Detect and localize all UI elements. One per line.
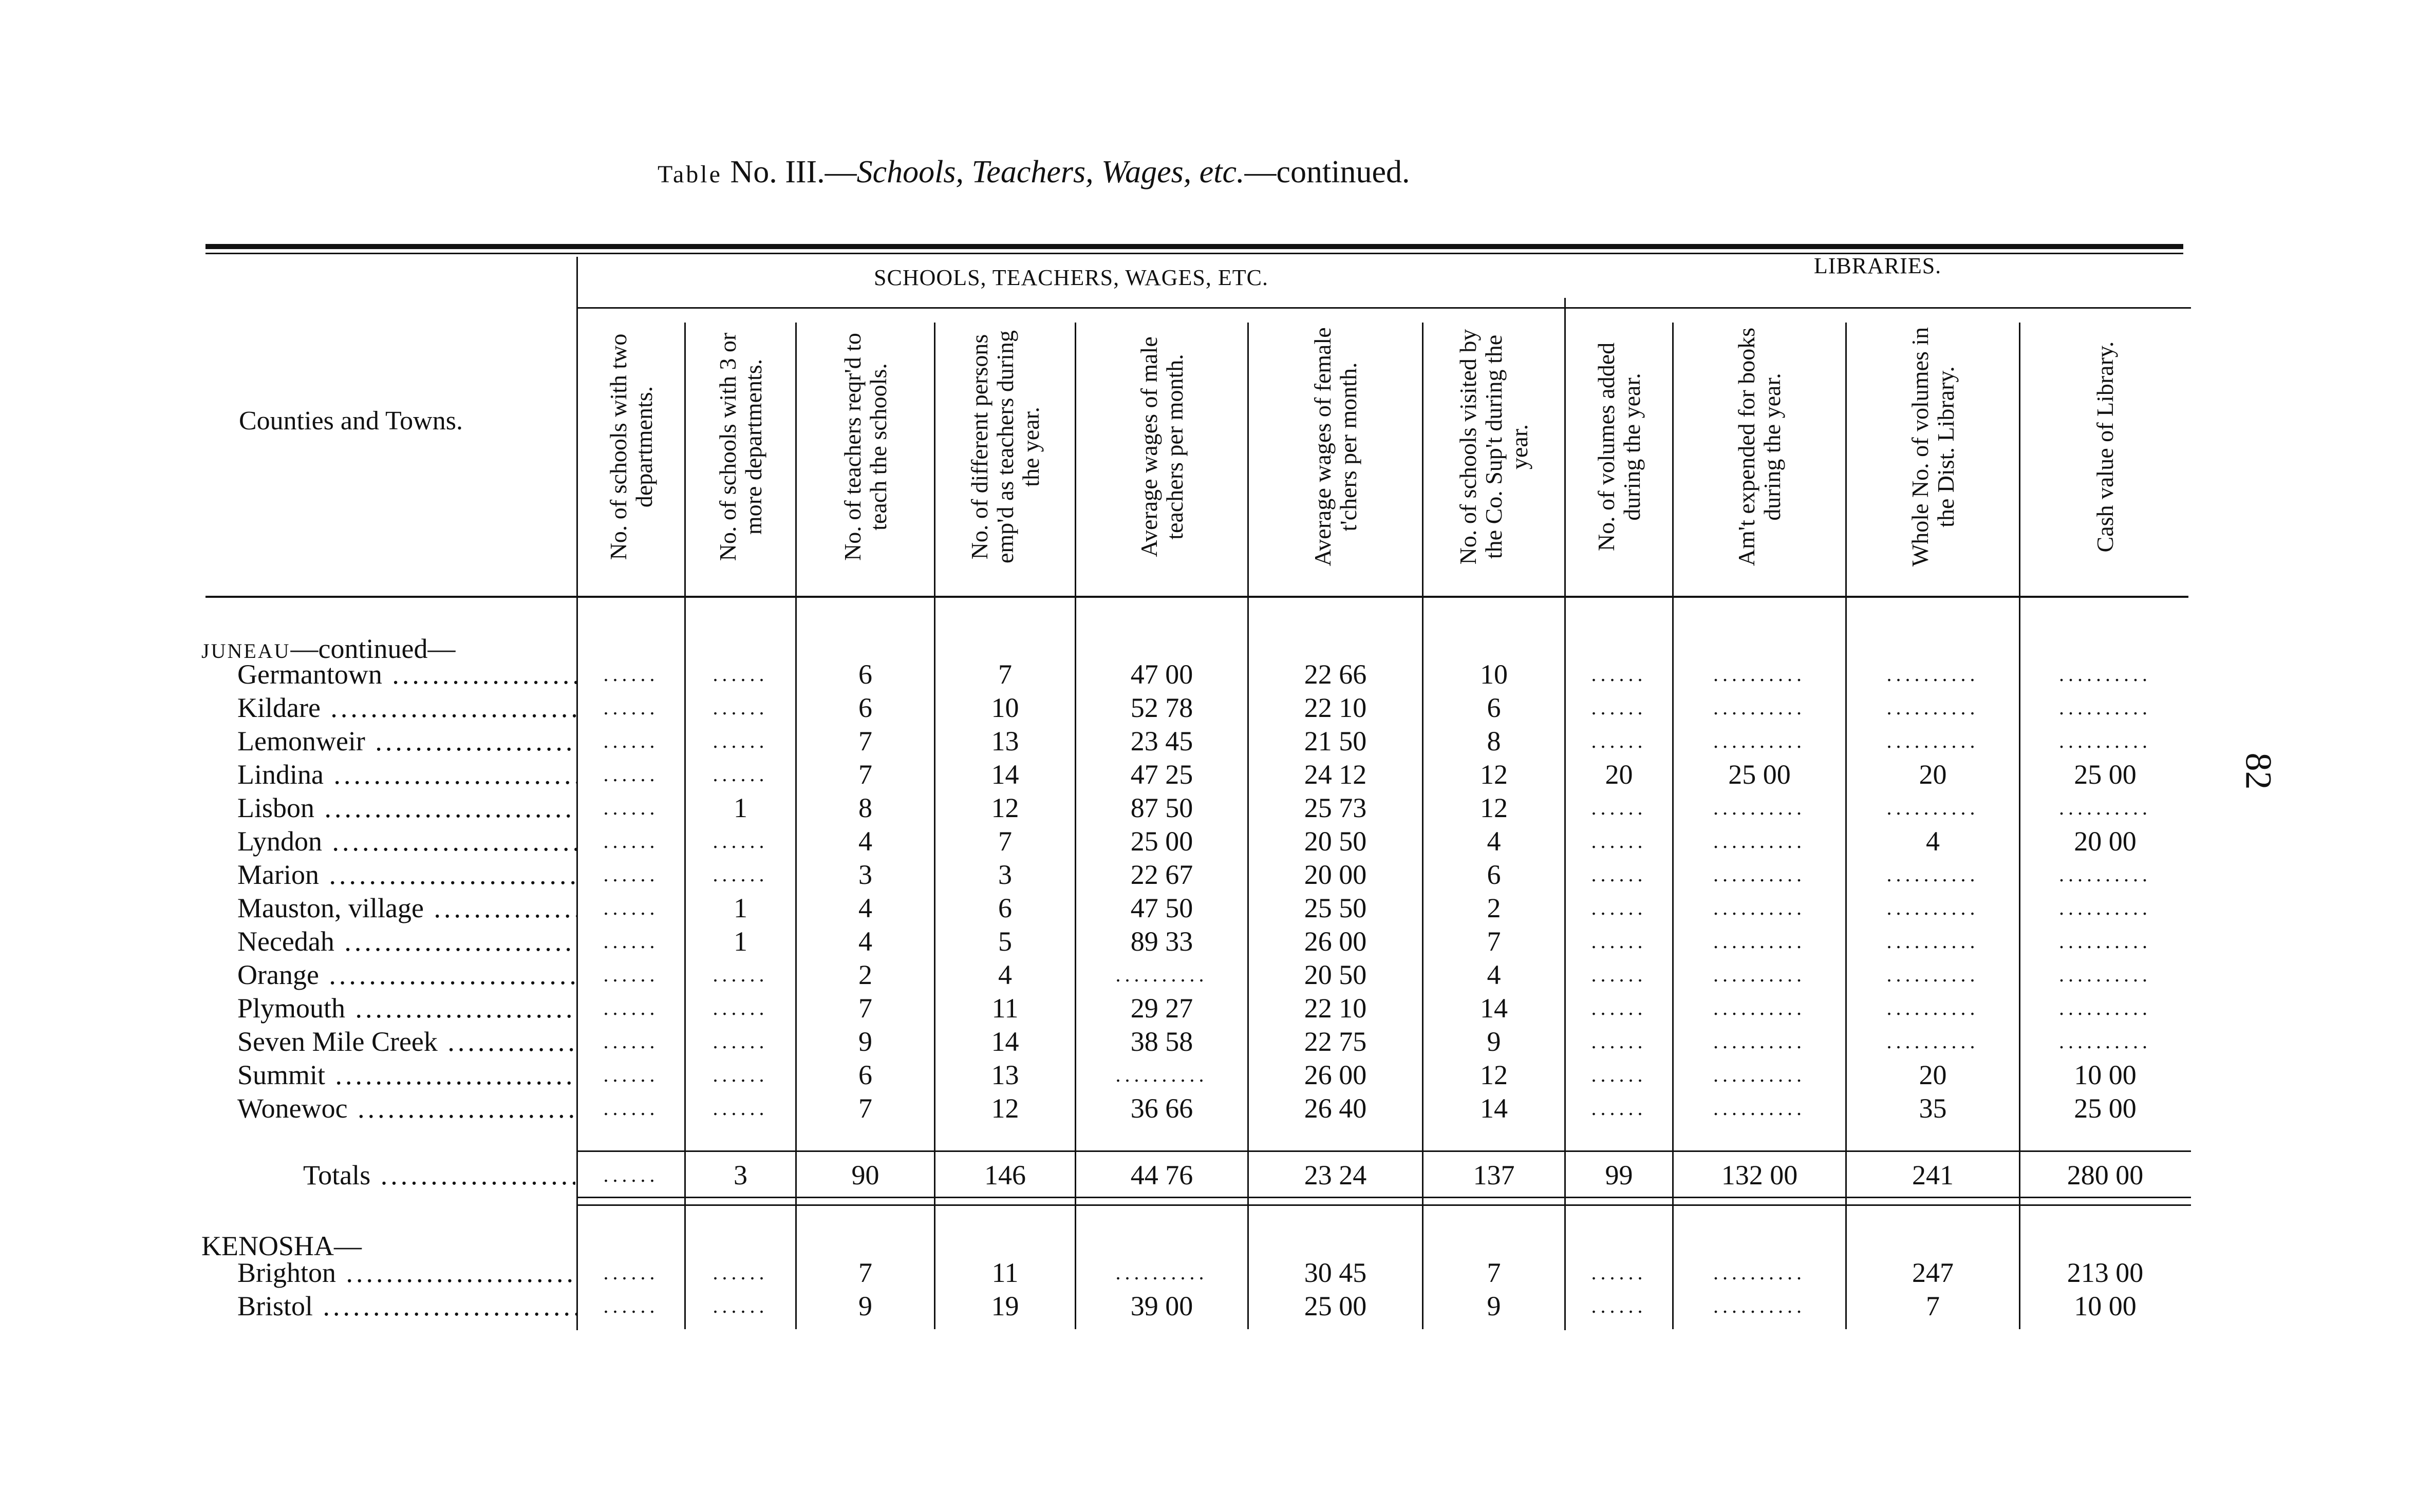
whole-volumes-cell: .......... <box>1886 1030 1979 1053</box>
totals-bottom-rule-2 <box>578 1204 2191 1206</box>
male-wages-cell: 23 45 <box>1130 726 1193 757</box>
male-wages-cell: 47 25 <box>1130 759 1193 790</box>
persons-employed-cell: 146 <box>984 1160 1026 1190</box>
male-wages-cell: 89 33 <box>1130 926 1193 957</box>
schools-visited-cell: 14 <box>1480 1093 1508 1124</box>
volumes-added-cell: ...... <box>1591 829 1647 853</box>
whole-volumes-cell: .......... <box>1886 729 1979 752</box>
amount-expended-cell: 132 00 <box>1721 1160 1798 1190</box>
teachers-required-cell: 2 <box>858 959 872 990</box>
persons-employed-cell: 14 <box>991 759 1019 790</box>
two-dept-cell: ...... <box>603 763 659 786</box>
female-wages-cell: 26 00 <box>1304 926 1367 957</box>
teachers-required-cell: 7 <box>858 726 872 757</box>
three-dept-cell: ...... <box>713 1030 769 1053</box>
teachers-required-cell: 7 <box>858 993 872 1024</box>
three-dept-cell: 3 <box>734 1160 747 1190</box>
female-wages-cell: 30 45 <box>1304 1257 1367 1288</box>
whole-volumes-cell: 20 <box>1919 1060 1947 1090</box>
schools-visited-cell: 2 <box>1487 893 1501 923</box>
totals-row <box>0 1158 2435 1192</box>
three-dept-cell: ...... <box>713 863 769 886</box>
cash-value-cell: .......... <box>2059 896 2151 919</box>
two-dept-cell: ...... <box>603 696 659 719</box>
three-dept-cell: ...... <box>713 1294 769 1317</box>
female-wages-cell: 20 50 <box>1304 826 1367 857</box>
female-wages-cell: 26 40 <box>1304 1093 1367 1124</box>
table-row <box>0 891 2435 925</box>
three-dept-cell: ...... <box>713 963 769 986</box>
cash-value-cell: .......... <box>2059 729 2151 752</box>
amount-expended-cell: .......... <box>1713 1294 1806 1317</box>
three-dept-cell: ...... <box>713 1097 769 1120</box>
schools-visited-cell: 12 <box>1480 1060 1508 1090</box>
two-dept-cell: ...... <box>603 1063 659 1086</box>
male-wages-cell: 87 50 <box>1130 792 1193 823</box>
volumes-added-cell: ...... <box>1591 1030 1647 1053</box>
cash-value-cell: .......... <box>2059 996 2151 1019</box>
column-heading-text: No. of teachers reqr'd to teach the schools. <box>839 333 891 561</box>
town-name: Lemonweir ..... <box>237 724 576 758</box>
volumes-added-cell: ...... <box>1591 1063 1647 1086</box>
group-heading-libraries: LIBRARIES. <box>1813 253 1942 278</box>
town-name: Lyndon ..... <box>237 824 576 858</box>
persons-employed-cell: 11 <box>991 993 1019 1024</box>
column-heading <box>1423 313 1564 580</box>
two-dept-cell: ...... <box>603 829 659 853</box>
female-wages-cell: 25 50 <box>1304 893 1367 923</box>
schools-visited-cell: 12 <box>1480 759 1508 790</box>
table-row <box>0 991 2435 1025</box>
volumes-added-cell: ...... <box>1591 963 1647 986</box>
table-row <box>0 924 2435 958</box>
whole-volumes-cell: 20 <box>1919 759 1947 790</box>
persons-employed-cell: 3 <box>998 859 1012 890</box>
two-dept-cell: ...... <box>603 996 659 1019</box>
title-italic: Schools, Teachers, Wages, etc. <box>856 155 1245 190</box>
schools-visited-cell: 8 <box>1487 726 1501 757</box>
two-dept-cell: ...... <box>603 1097 659 1120</box>
whole-volumes-cell: .......... <box>1886 863 1979 886</box>
two-dept-cell: ...... <box>603 1163 659 1186</box>
column-heading-text: Average wages of female t'chers per month. <box>1309 327 1361 566</box>
totals-bottom-rule-1 <box>578 1197 2191 1198</box>
cash-value-cell: 25 00 <box>2074 759 2137 790</box>
male-wages-cell: .......... <box>1115 1063 1208 1086</box>
three-dept-cell: 1 <box>734 893 747 923</box>
three-dept-cell: ...... <box>713 996 769 1019</box>
column-heading <box>935 313 1075 580</box>
column-heading-text: No. of volumes added during the year. <box>1593 342 1645 552</box>
persons-employed-cell: 12 <box>991 1093 1019 1124</box>
whole-volumes-cell: .......... <box>1886 896 1979 919</box>
amount-expended-cell: 25 00 <box>1728 759 1791 790</box>
schools-visited-cell: 9 <box>1487 1291 1501 1321</box>
column-heading <box>797 313 934 580</box>
female-wages-cell: 22 10 <box>1304 692 1367 723</box>
male-wages-cell: 44 76 <box>1130 1160 1193 1190</box>
cash-value-cell: 213 00 <box>2067 1257 2144 1288</box>
whole-volumes-cell: .......... <box>1886 996 1979 1019</box>
male-wages-cell: 47 50 <box>1130 893 1193 923</box>
title-table-word: Table <box>658 161 722 188</box>
amount-expended-cell: .......... <box>1713 696 1806 719</box>
town-name: Bristol ..... <box>237 1289 576 1323</box>
cash-value-cell: .......... <box>2059 796 2151 819</box>
page-number: 82 <box>2238 752 2279 790</box>
three-dept-cell: ...... <box>713 829 769 853</box>
table-row <box>0 1256 2435 1290</box>
volumes-added-cell: ...... <box>1591 696 1647 719</box>
amount-expended-cell: .......... <box>1713 663 1806 686</box>
table-title <box>658 154 1410 191</box>
cash-value-cell: .......... <box>2059 1030 2151 1053</box>
town-name: Wonewoc ..... <box>237 1091 576 1125</box>
three-dept-cell: ...... <box>713 763 769 786</box>
amount-expended-cell: .......... <box>1713 1261 1806 1284</box>
male-wages-cell: 39 00 <box>1130 1291 1193 1321</box>
title-suffix: —continued. <box>1244 155 1410 190</box>
table-row <box>0 1058 2435 1092</box>
whole-volumes-cell: .......... <box>1886 663 1979 686</box>
teachers-required-cell: 3 <box>858 859 872 890</box>
town-name: Kildare ..... <box>237 691 576 725</box>
header-bottom-rule <box>205 596 2188 598</box>
column-heading-text: No. of different persons emp'd as teachers during the year. <box>966 330 1044 564</box>
amount-expended-cell: .......... <box>1713 796 1806 819</box>
volumes-added-cell: 99 <box>1605 1160 1633 1190</box>
column-heading <box>686 313 795 580</box>
cash-value-cell: .......... <box>2059 963 2151 986</box>
group-heading-schools: SCHOOLS, TEACHERS, WAGES, ETC. <box>874 265 1268 290</box>
three-dept-cell: 1 <box>734 792 747 823</box>
volumes-added-cell: ...... <box>1591 1097 1647 1120</box>
schools-visited-cell: 7 <box>1487 926 1501 957</box>
table-row <box>0 1289 2435 1323</box>
three-dept-cell: 1 <box>734 926 747 957</box>
volumes-added-cell: ...... <box>1591 996 1647 1019</box>
teachers-required-cell: 9 <box>858 1291 872 1321</box>
town-name: Mauston, village ..... <box>237 891 576 925</box>
male-wages-cell: 36 66 <box>1130 1093 1193 1124</box>
table-row <box>0 791 2435 825</box>
column-heading <box>1674 313 1845 580</box>
town-name: Summit ..... <box>237 1058 576 1092</box>
two-dept-cell: ...... <box>603 863 659 886</box>
schools-visited-cell: 7 <box>1487 1257 1501 1288</box>
table-row <box>0 958 2435 992</box>
persons-employed-cell: 13 <box>991 1060 1019 1090</box>
schools-visited-cell: 4 <box>1487 826 1501 857</box>
table-row <box>0 758 2435 791</box>
cash-value-cell: .......... <box>2059 863 2151 886</box>
female-wages-cell: 22 75 <box>1304 1026 1367 1057</box>
male-wages-cell: 22 67 <box>1130 859 1193 890</box>
female-wages-cell: 20 50 <box>1304 959 1367 990</box>
totals-top-rule <box>578 1150 2191 1152</box>
town-name: Lisbon ..... <box>237 791 576 825</box>
cash-value-cell: 280 00 <box>2067 1160 2144 1190</box>
persons-employed-cell: 6 <box>998 893 1012 923</box>
cash-value-cell: 25 00 <box>2074 1093 2137 1124</box>
amount-expended-cell: .......... <box>1713 963 1806 986</box>
persons-employed-cell: 5 <box>998 926 1012 957</box>
table-row <box>0 1091 2435 1125</box>
cash-value-cell: .......... <box>2059 696 2151 719</box>
amount-expended-cell: .......... <box>1713 729 1806 752</box>
column-heading <box>2020 313 2190 580</box>
amount-expended-cell: .......... <box>1713 1030 1806 1053</box>
female-wages-cell: 22 10 <box>1304 993 1367 1024</box>
persons-employed-cell: 7 <box>998 659 1012 690</box>
whole-volumes-cell: .......... <box>1886 696 1979 719</box>
teachers-required-cell: 7 <box>858 1093 872 1124</box>
column-heading-counties: Counties and Towns. <box>239 406 463 436</box>
teachers-required-cell: 6 <box>858 692 872 723</box>
column-heading-text: No. of schools visited by the Co. Sup't during the year. <box>1455 329 1532 565</box>
whole-volumes-cell: 241 <box>1912 1160 1954 1190</box>
male-wages-cell: 25 00 <box>1130 826 1193 857</box>
three-dept-cell: ...... <box>713 1063 769 1086</box>
schools-visited-cell: 6 <box>1487 859 1501 890</box>
table-row <box>0 657 2435 691</box>
persons-employed-cell: 4 <box>998 959 1012 990</box>
persons-employed-cell: 13 <box>991 726 1019 757</box>
teachers-required-cell: 7 <box>858 759 872 790</box>
persons-employed-cell: 12 <box>991 792 1019 823</box>
town-name: Marion ..... <box>237 858 576 892</box>
persons-employed-cell: 14 <box>991 1026 1019 1057</box>
persons-employed-cell: 10 <box>991 692 1019 723</box>
amount-expended-cell: .......... <box>1713 829 1806 853</box>
teachers-required-cell: 7 <box>858 1257 872 1288</box>
female-wages-cell: 25 73 <box>1304 792 1367 823</box>
teachers-required-cell: 4 <box>858 826 872 857</box>
persons-employed-cell: 19 <box>991 1291 1019 1321</box>
county-heading-kenosha: KENOSHA— <box>201 1231 362 1261</box>
whole-volumes-cell: .......... <box>1886 930 1979 953</box>
teachers-required-cell: 8 <box>858 792 872 823</box>
group-rule-schools <box>578 307 1564 309</box>
teachers-required-cell: 9 <box>858 1026 872 1057</box>
volumes-added-cell: ...... <box>1591 1294 1647 1317</box>
three-dept-cell: ...... <box>713 1261 769 1284</box>
two-dept-cell: ...... <box>603 1261 659 1284</box>
top-rule-thick <box>205 244 2183 249</box>
cash-value-cell: .......... <box>2059 663 2151 686</box>
whole-volumes-cell: .......... <box>1886 963 1979 986</box>
whole-volumes-cell: 247 <box>1912 1257 1954 1288</box>
totals-label: Totals ..... <box>303 1158 575 1192</box>
town-name: Lindina ..... <box>237 758 576 791</box>
schools-visited-cell: 6 <box>1487 692 1501 723</box>
male-wages-cell: 29 27 <box>1130 993 1193 1024</box>
title-number: No. III.— <box>730 155 857 190</box>
column-heading-text: Cash value of Library. <box>2092 341 2118 553</box>
persons-employed-cell: 7 <box>998 826 1012 857</box>
county-continued: —continued— <box>290 633 456 664</box>
amount-expended-cell: .......... <box>1713 1063 1806 1086</box>
town-name: Plymouth ..... <box>237 991 576 1025</box>
female-wages-cell: 24 12 <box>1304 759 1367 790</box>
two-dept-cell: ...... <box>603 1030 659 1053</box>
amount-expended-cell: .......... <box>1713 930 1806 953</box>
whole-volumes-cell: 35 <box>1919 1093 1947 1124</box>
schools-visited-cell: 12 <box>1480 792 1508 823</box>
three-dept-cell: ...... <box>713 729 769 752</box>
town-name: Brighton ..... <box>237 1256 576 1290</box>
male-wages-cell: 52 78 <box>1130 692 1193 723</box>
female-wages-cell: 25 00 <box>1304 1291 1367 1321</box>
volumes-added-cell: ...... <box>1591 1261 1647 1284</box>
table-row <box>0 824 2435 858</box>
teachers-required-cell: 4 <box>858 893 872 923</box>
volumes-added-cell: ...... <box>1591 930 1647 953</box>
female-wages-cell: 20 00 <box>1304 859 1367 890</box>
column-heading <box>1566 313 1672 580</box>
two-dept-cell: ...... <box>603 963 659 986</box>
table-row <box>0 1025 2435 1059</box>
town-name: Orange ..... <box>237 958 576 992</box>
whole-volumes-cell: 7 <box>1926 1291 1940 1321</box>
male-wages-cell: .......... <box>1115 963 1208 986</box>
teachers-required-cell: 90 <box>851 1160 879 1190</box>
teachers-required-cell: 6 <box>858 659 872 690</box>
whole-volumes-cell: 4 <box>1926 826 1940 857</box>
volumes-added-cell: ...... <box>1591 796 1647 819</box>
column-heading <box>1249 313 1422 580</box>
volumes-added-cell: ...... <box>1591 663 1647 686</box>
amount-expended-cell: .......... <box>1713 896 1806 919</box>
schools-visited-cell: 4 <box>1487 959 1501 990</box>
column-heading <box>1847 313 2019 580</box>
schools-visited-cell: 137 <box>1473 1160 1515 1190</box>
two-dept-cell: ...... <box>603 896 659 919</box>
volumes-added-cell: ...... <box>1591 729 1647 752</box>
volumes-added-cell: 20 <box>1605 759 1633 790</box>
two-dept-cell: ...... <box>603 663 659 686</box>
amount-expended-cell: .......... <box>1713 1097 1806 1120</box>
table-row <box>0 691 2435 725</box>
two-dept-cell: ...... <box>603 796 659 819</box>
column-heading-text: Whole No. of volumes in the Dist. Library. <box>1906 327 1959 567</box>
three-dept-cell: ...... <box>713 696 769 719</box>
female-wages-cell: 22 66 <box>1304 659 1367 690</box>
amount-expended-cell: .......... <box>1713 996 1806 1019</box>
schools-visited-cell: 9 <box>1487 1026 1501 1057</box>
cash-value-cell: .......... <box>2059 930 2151 953</box>
persons-employed-cell: 11 <box>991 1257 1019 1288</box>
column-heading <box>578 313 684 580</box>
cash-value-cell: 10 00 <box>2074 1291 2137 1321</box>
male-wages-cell: 47 00 <box>1130 659 1193 690</box>
female-wages-cell: 26 00 <box>1304 1060 1367 1090</box>
column-heading <box>1076 313 1247 580</box>
two-dept-cell: ...... <box>603 1294 659 1317</box>
volumes-added-cell: ...... <box>1591 863 1647 886</box>
female-wages-cell: 23 24 <box>1304 1160 1367 1190</box>
column-heading-text: Am't expended for books during the year. <box>1733 327 1785 566</box>
female-wages-cell: 21 50 <box>1304 726 1367 757</box>
whole-volumes-cell: .......... <box>1886 796 1979 819</box>
column-heading-text: Average wages of male teachers per month. <box>1135 336 1188 557</box>
county-name: JUNEAU <box>201 639 291 663</box>
two-dept-cell: ...... <box>603 729 659 752</box>
two-dept-cell: ...... <box>603 930 659 953</box>
schools-visited-cell: 10 <box>1480 659 1508 690</box>
teachers-required-cell: 4 <box>858 926 872 957</box>
male-wages-cell: .......... <box>1115 1261 1208 1284</box>
male-wages-cell: 38 58 <box>1130 1026 1193 1057</box>
column-heading-text: No. of schools with two departments. <box>605 333 657 560</box>
volumes-added-cell: ...... <box>1591 896 1647 919</box>
table-row <box>0 724 2435 758</box>
table-row <box>0 858 2435 892</box>
town-name: Necedah ..... <box>237 924 576 958</box>
amount-expended-cell: .......... <box>1713 863 1806 886</box>
teachers-required-cell: 6 <box>858 1060 872 1090</box>
cash-value-cell: 20 00 <box>2074 826 2137 857</box>
town-name: Germantown ..... <box>237 657 576 691</box>
cash-value-cell: 10 00 <box>2074 1060 2137 1090</box>
three-dept-cell: ...... <box>713 663 769 686</box>
town-name: Seven Mile Creek ..... <box>237 1025 576 1059</box>
column-heading-text: No. of schools with 3 or more departments. <box>714 332 766 561</box>
schools-visited-cell: 14 <box>1480 993 1508 1024</box>
group-rule-libraries <box>1564 307 2191 309</box>
